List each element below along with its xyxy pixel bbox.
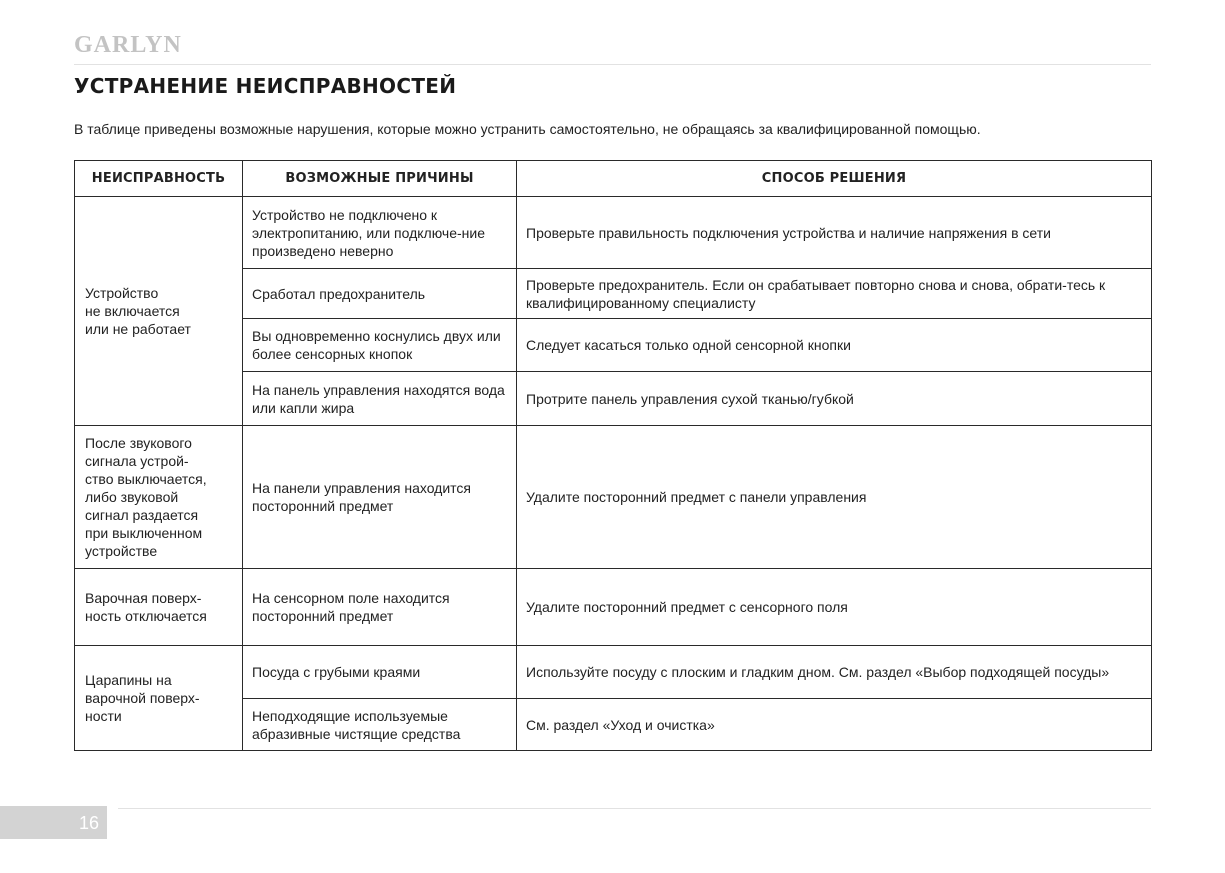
footer-divider bbox=[118, 808, 1151, 809]
cause-cell: Посуда с грубыми краями bbox=[243, 646, 517, 699]
table-row bbox=[75, 646, 1152, 699]
cause-cell: Неподходящие используемые абразивные чистящие средства bbox=[243, 699, 517, 751]
table-row bbox=[75, 569, 1152, 646]
table-row bbox=[75, 197, 1152, 269]
header-solution: СПОСОБ РЕШЕНИЯ bbox=[517, 161, 1152, 197]
problem-cell: Царапины на варочной поверх- ности bbox=[75, 646, 243, 751]
brand-logo: GARLYN bbox=[74, 32, 182, 58]
problem-cell: Устройство не включается или не работает bbox=[75, 197, 243, 426]
solution-cell: Проверьте правильность подключения устройства и наличие напряжения в сети bbox=[517, 197, 1152, 269]
header-causes: ВОЗМОЖНЫЕ ПРИЧИНЫ bbox=[243, 161, 517, 197]
problem-cell: Варочная поверх- ность отключается bbox=[75, 569, 243, 646]
solution-cell: Протрите панель управления сухой тканью/губкой bbox=[517, 372, 1152, 426]
cause-cell: На панель управления находятся вода или капли жира bbox=[243, 372, 517, 426]
header-divider bbox=[74, 64, 1151, 65]
page-title: УСТРАНЕНИЕ НЕИСПРАВНОСТЕЙ bbox=[74, 74, 457, 98]
table-row bbox=[75, 426, 1152, 569]
solution-cell: Следует касаться только одной сенсорной кнопки bbox=[517, 319, 1152, 372]
cause-cell: На панели управления находится посторонний предмет bbox=[243, 426, 517, 569]
solution-cell: Используйте посуду с плоским и гладким дном. См. раздел «Выбор подходящей посуды» bbox=[517, 646, 1152, 699]
solution-cell: Удалите посторонний предмет с панели управления bbox=[517, 426, 1152, 569]
solution-cell: Удалите посторонний предмет с сенсорного поля bbox=[517, 569, 1152, 646]
troubleshooting-table bbox=[74, 160, 1152, 751]
solution-cell: См. раздел «Уход и очистка» bbox=[517, 699, 1152, 751]
problem-cell: После звукового сигнала устрой- ство выключается, либо звуковой сигнал раздается при выключенном устройстве bbox=[75, 426, 243, 569]
cause-cell: На сенсорном поле находится посторонний предмет bbox=[243, 569, 517, 646]
table-header-row bbox=[75, 161, 1152, 197]
header-problem: НЕИСПРАВНОСТЬ bbox=[75, 161, 243, 197]
cause-cell: Устройство не подключено к электропитанию, или подключе-ние произведено неверно bbox=[243, 197, 517, 269]
page-number: 16 bbox=[78, 813, 99, 833]
intro-text: В таблице приведены возможные нарушения, которые можно устранить самостоятельно, не обращаясь за квалифицированной помощью. bbox=[74, 121, 981, 137]
cause-cell: Сработал предохранитель bbox=[243, 269, 517, 319]
page-number-box bbox=[0, 806, 107, 839]
cause-cell: Вы одновременно коснулись двух или более сенсорных кнопок bbox=[243, 319, 517, 372]
solution-cell: Проверьте предохранитель. Если он срабатывает повторно снова и снова, обрати-тесь к квалифицированному специалисту bbox=[517, 269, 1152, 319]
